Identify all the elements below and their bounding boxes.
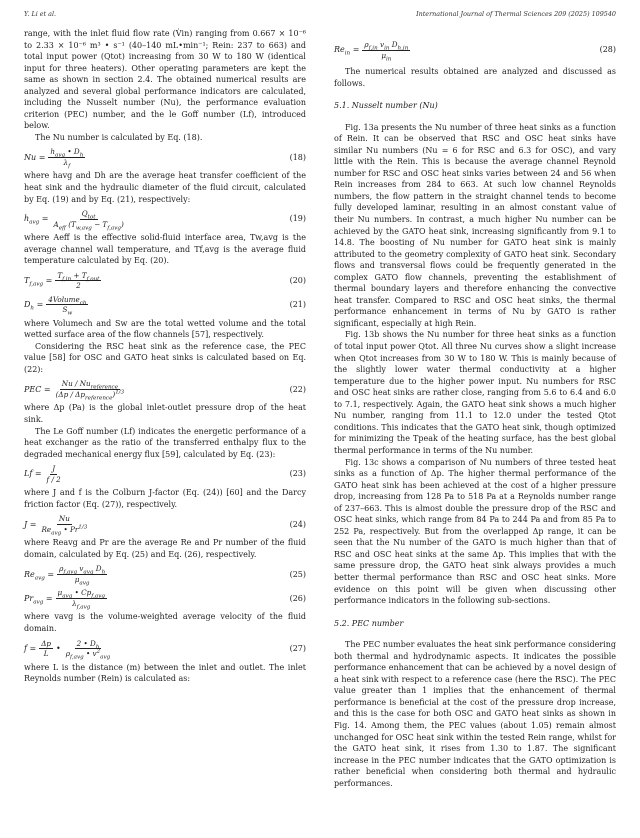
right-column xyxy=(334,28,616,789)
paragraph: Fig. 13a presents the Nu number of three heat sinks as a function of Rein. It can be observed that RSC and OSC heat sinks have similar Nu numbers (Nu = 6 for RSC and 6.3 for OSC), and vary little with the Rein. This is because the average channel Reynold number for RSC and OSC heat sinks varies between 24 and 56 when Rein increases from 284 to 663. At such low channel Reynolds numbers, the flow pattern in the straight channel tends to become fully developed laminar, resulting in an almost constant value of their Nu numbers. In contrast, a much higher Nu number can be achieved by the GATO heat sink, increasing significantly from 9.1 to 14.8. The boosting of Nu number for GATO heat sink is mainly attributed to the geometry complexity of GATO heat sink. Secondary flows and transversal flows could be frequently generated in the complex GATO flow channels, preventing the establishment of thermal boundary layers and therefore enhancing the convective heat transfer. Compared to RSC and OSC heat sinks, the thermal performance enhancement in terms of Nu by GATO is rather significant, especially at high Rein. xyxy=(334,122,616,328)
equation-20: $T_{f,avg}$ = $T_{f,in} + T_{f,out}$ 2 (20) xyxy=(24,270,306,291)
equation-26: $Pr_{avg}$ = $\mu_{avg}$ • $Cp_{f,avg}$ $\lambda_{f,avg}$ (26) xyxy=(24,588,306,611)
equation-24: J = Nu $Re_{avg}$ • $Pr^{1/3}$ (24) xyxy=(24,514,306,537)
equation-21: $D_h$ = 4Volume$_{ch}$ $S_w$ (21) xyxy=(24,294,306,317)
section-heading: 5.2. PEC number xyxy=(334,618,404,628)
running-header-journal: International Journal of Thermal Sciences 209 (2025) 109540 xyxy=(416,10,616,18)
section-heading: 5.1. Nusselt number (Nu) xyxy=(334,101,438,111)
equation-28: $Re_{in}$ = $\rho_{f,in}$ $v_{in}$ $D_{h,in}$ $\mu_{in}$ (28) xyxy=(334,40,616,62)
paragraph: The Le Goff number (Lf) indicates the energetic performance of a heat exchanger as the ratio of the transferred enthalpy flux to the degraded mechanical energy flux [59], calculated by Eq. (23): xyxy=(24,426,306,459)
paragraph: where havg and Dh are the average heat transfer coefficient of the heat sink and the hydraulic diameter of the fluid circuit, calculated by Eq. (19) and by Eq. (21), respectively: xyxy=(24,171,306,204)
left-column xyxy=(24,28,306,685)
paragraph: The numerical results obtained are analyzed and discussed as follows. xyxy=(334,67,616,88)
equation-number: (26) xyxy=(289,593,306,603)
equation-number: (19) xyxy=(289,214,306,224)
paragraph: The Nu number is calculated by Eq. (18). xyxy=(35,132,203,142)
equation-number: (27) xyxy=(289,643,306,653)
equation-number: (22) xyxy=(289,384,306,394)
paragraph: where Aeff is the effective solid-fluid interface area, Tw,avg is the average channel wall temperature, and Tf,avg is the average fluid temperature calculated by Eq. (20). xyxy=(24,233,306,266)
equation-number: (18) xyxy=(289,152,306,162)
running-header-authors: Y. Li et al. xyxy=(24,10,57,18)
paragraph: where J and f is the Colburn J-factor (Eq. (24)) [60] and the Darcy friction factor (Eq. (27)), respectively. xyxy=(24,488,306,509)
equation-number: (20) xyxy=(289,275,306,285)
equation-25: $Re_{avg}$ = $\rho_{f,avg}$ $v_{avg}$ $D_h$ $\mu_{avg}$ (25) xyxy=(24,564,306,587)
equation-number: (25) xyxy=(289,569,306,579)
equation-19: $h_{avg}$ = $Q_{tot}$ $A_{eff}$ $(T_{w,avg} - T_{f,avg})$ (19) xyxy=(24,209,306,232)
paragraph: Considering the RSC heat sink as the reference case, the PEC value [58] for OSC and GATO heat sinks is calculated based on Eq. (22): xyxy=(24,341,306,374)
paragraph: where L is the distance (m) between the inlet and outlet. The inlet Reynolds number (Rein) is calculated as: xyxy=(24,662,306,684)
equation-number: (23) xyxy=(289,469,306,479)
equation-number: (28) xyxy=(599,45,616,55)
paragraph: The PEC number evaluates the heat sink performance considering both thermal and hydrodynamic aspects. It indicates the possible performance enhancement that can be achieved by a novel design of a heat sink with respect to a reference case (here the RSC). The PEC value greater than 1 implies that the enhancement of thermal performance is beneficial at the cost of the pressure drop increase, and this is the case for both OSC and GATO heat sinks as shown in Fig. 14. Among them, the PEC values (about 1.05) remain almost unchanged for OSC heat sink within the tested Rein range, whilst for the GATO heat sink, it rises from 1.30 to 1.87. The significant increase in the PEC number indicates that the GATO optimization is rather beneficial when considering both thermal and hydraulic performances. xyxy=(334,640,616,788)
paragraph: Fig. 13c shows a comparison of Nu numbers of three tested heat sinks as a function of Δp. The higher thermal performance of the GATO heat sink has been achieved at the cost of a higher pressure drop, increasing from 128 Pa to 518 Pa at a Reynolds number range of 237–663. This is almost double the pressure drop of the RSC and OSC heat sinks, which range from 84 Pa to 244 Pa and from 85 Pa to 252 Pa, respectively. But from the overlapped Δp range, it can be seen that the Nu number of the GATO is much higher than that of RSC and OSC heat sinks at the same Δp. This implies that with the same pressure drop, the GATO heat sink always provides a much better thermal performance than RSC and OSC heat sinks. More evidence on this point will be given when discussing other performance indicators in the following sub-sections. xyxy=(334,457,616,606)
equation-number: (24) xyxy=(289,519,306,529)
paragraph: where Volumech and Sw are the total wetted volume and the total wetted surface area of the flow channels [57], respectively. xyxy=(24,318,306,340)
paragraph: range, with the inlet fluid flow rate (V̇in) ranging from 0.667 × 10⁻⁶ to 2.33 × 10⁻⁶ m³ • s⁻¹ (40–140 mL•min⁻¹; Rein: 237 to 663) and total input power (Qtot) increasing from 30 W to 180 W (identical input for three heaters). Other operating parameters are kept the same as shown in section 2.4. The obtained numerical results are analyzed and several global performance indicators are calculated, including the Nusselt number (Nu), the performance evaluation criterion (PEC) number, and the le Goff number (Lf), introduced below. xyxy=(24,29,306,131)
equation-number: (21) xyxy=(289,299,306,309)
equation-23: Lf = $\frac{J}{f / 2}$ (23) xyxy=(24,464,306,484)
paragraph: where Δp (Pa) is the global inlet-outlet pressure drop of the heat sink. xyxy=(24,403,306,425)
paragraph: Fig. 13b shows the Nu number for three heat sinks as a function of total input power Qtot. All three Nu curves show a slight increase when Qtot increases from 30 W to 180 W. This is mainly because of the slightly lower water thermal conductivity at a higher temperature due to the higher power input. Nu numbers for RSC and OSC heat sinks are rather close, ranging from 5.6 to 6.4 and 6.0 to 7.1, respectively. Again, the GATO heat sink shows a much higher Nu number, ranging from 11.1 to 12.0 under the tested Qtot conditions. This indicates that the GATO heat sink, though optimized for minimizing the Tpeak of the heating surface, has the best global thermal performance in terms of the Nu number. xyxy=(334,330,616,455)
equation-27: f = $\frac{\Delta p}{L}$ • 2 • $D_h$ $\rho_{f,avg}$ • $v^2_{avg}$ (27) xyxy=(24,638,306,661)
equation-22: PEC = Nu / $Nu_{reference}$ $(\Delta p / \Delta p_{reference})^{1/3}$ (22) xyxy=(24,379,306,402)
equation-18: Nu = $h_{avg}$ • $D_h$ $\lambda_f$ (18) xyxy=(24,147,306,170)
paragraph: where vavg is the volume-weighted average velocity of the fluid domain. xyxy=(24,612,306,633)
paragraph: where Reavg and Pr are the average Re and Pr number of the fluid domain, calculated by Eq. (25) and Eq. (26), respectively. xyxy=(24,538,306,559)
